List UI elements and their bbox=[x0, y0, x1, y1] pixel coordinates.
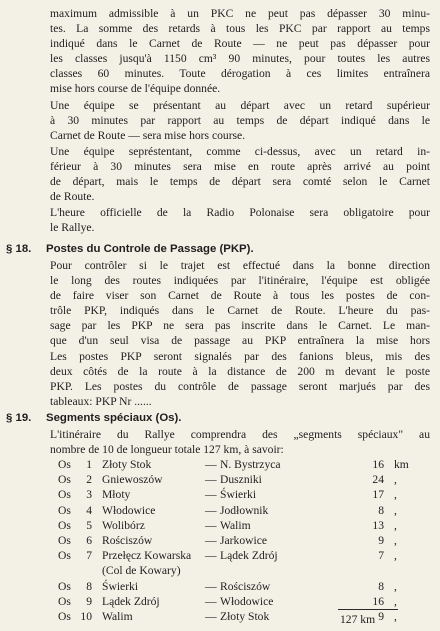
table-row bbox=[58, 518, 428, 533]
section-title: Segments spéciaux (Os). bbox=[46, 412, 182, 424]
table-row bbox=[58, 548, 428, 563]
text-line: tes. La somme des retards à tous les PKC par rapport au temps bbox=[50, 22, 430, 36]
text-line: nombre de 10 de longueur totale 127 km, à savoir: bbox=[50, 443, 284, 457]
segment-prefix: Os bbox=[58, 488, 71, 502]
segment-length: 13 bbox=[372, 518, 384, 532]
text-line: mise hors course de l'équipe donnée. bbox=[50, 82, 221, 96]
segment-length: 24 bbox=[372, 473, 384, 487]
segment-start: Świerki bbox=[102, 579, 139, 593]
section-19-intro bbox=[50, 427, 430, 457]
segment-unit: , bbox=[394, 503, 397, 517]
segment-dash: — bbox=[205, 518, 217, 532]
segment-length: 8 bbox=[378, 503, 384, 517]
segment-unit: km bbox=[394, 458, 409, 471]
segment-number: 9 bbox=[86, 594, 92, 608]
segment-end: Świerki bbox=[220, 488, 257, 502]
text-line: les classes jusqu'à 1150 cm³ 90 minutes, pour toutes les autres bbox=[50, 52, 430, 66]
segment-start: Wolibórz bbox=[102, 518, 145, 532]
segment-end: N. Bystrzyca bbox=[220, 458, 281, 471]
segment-length: 9 bbox=[378, 609, 384, 623]
segment-start: Przełęcz Kowarska bbox=[102, 549, 192, 563]
section-title: Postes du Controle de Passage (PKP). bbox=[46, 243, 254, 255]
text-line: deux côtés de la route à la distance de 200 m devant le poste bbox=[50, 364, 430, 378]
segment-unit: , bbox=[394, 594, 397, 608]
segment-length: 8 bbox=[378, 579, 384, 593]
segment-length: 16 bbox=[372, 594, 384, 608]
total-divider bbox=[338, 609, 398, 610]
segment-number: 7 bbox=[86, 549, 92, 563]
segment-start: Złoty Stok bbox=[102, 458, 152, 471]
segment-unit: , bbox=[394, 579, 397, 593]
segment-prefix: Os bbox=[58, 473, 71, 487]
segment-prefix: Os bbox=[58, 549, 71, 563]
segments-table bbox=[58, 457, 428, 624]
text-line: L'heure officielle de la Radio Polonaise sera obligatoire pour bbox=[50, 206, 430, 219]
segment-start: Lądek Zdrój bbox=[102, 594, 160, 608]
segment-dash: — bbox=[205, 594, 217, 608]
text-line: sage par les PKP ne sera pas inscrite dans le Carnet. Le man- bbox=[50, 319, 430, 333]
segment-number: 1 bbox=[86, 458, 92, 471]
segment-dash: — bbox=[205, 579, 217, 593]
table-row bbox=[58, 472, 428, 487]
segment-dash: — bbox=[205, 609, 217, 623]
segment-prefix: Os bbox=[58, 594, 71, 608]
text-line: trôle PKP, indiqués dans le Carnet de Route. L'heure du pas- bbox=[50, 304, 430, 318]
text-line: tableaux: PKP Nr ...... bbox=[50, 394, 152, 408]
table-row bbox=[58, 579, 428, 594]
text-line: que d'un seul visa de passage au PKP entraînera la mise hors bbox=[50, 334, 430, 348]
table-row bbox=[58, 457, 428, 472]
table-row bbox=[58, 503, 428, 518]
segment-start: (Col de Kowary) bbox=[102, 564, 181, 578]
section-number: § 18. bbox=[6, 243, 32, 255]
text-line: Carnet de Route — sera mise hors course. bbox=[50, 129, 246, 143]
section-19-heading bbox=[6, 411, 426, 426]
segment-start: Gniewoszów bbox=[102, 473, 163, 487]
text-line: de faire viser son Carnet de Route à tous les postes de con- bbox=[50, 289, 430, 303]
text-line: le long des routes indiquées par l'itinéraire, l'équipe est obligée bbox=[50, 274, 430, 288]
text-line: Pour contrôler si le trajet est effectué dans la bonne direction bbox=[50, 259, 430, 272]
section-18-heading bbox=[6, 242, 426, 257]
segment-end: Złoty Stok bbox=[220, 609, 270, 623]
text-line: à 30 minutes par rapport au temps de départ indiqué dans le bbox=[50, 114, 430, 128]
segment-start: Rościszów bbox=[102, 533, 153, 547]
segment-end: Lądek Zdrój bbox=[220, 549, 278, 563]
text-line: férieur à 30 minutes sera mise en route après arrivé au point bbox=[50, 160, 430, 174]
segment-number: 2 bbox=[86, 473, 92, 487]
segment-number: 10 bbox=[80, 609, 92, 623]
segment-prefix: Os bbox=[58, 503, 71, 517]
segments-total: 127 km bbox=[340, 613, 376, 626]
segment-end: Włodowice bbox=[220, 594, 274, 608]
segment-dash: — bbox=[205, 549, 217, 563]
segment-end: Rościszów bbox=[220, 579, 271, 593]
paragraph-pkc-delays bbox=[50, 6, 430, 97]
segment-length: 17 bbox=[372, 488, 384, 502]
segment-end: Jodłownik bbox=[220, 503, 269, 517]
segment-end: Jarkowice bbox=[220, 533, 267, 547]
segment-unit: , bbox=[394, 488, 397, 502]
segment-number: 4 bbox=[86, 503, 92, 517]
segment-dash: — bbox=[205, 473, 217, 487]
paragraph-early-arrival bbox=[50, 144, 430, 204]
segment-start: Walim bbox=[102, 609, 133, 623]
segment-prefix: Os bbox=[58, 458, 71, 471]
table-row bbox=[58, 533, 428, 548]
text-line: Une équipe se présentant au départ avec un retard supérieur bbox=[50, 99, 430, 112]
segment-prefix: Os bbox=[58, 518, 71, 532]
table-row bbox=[58, 594, 428, 609]
segment-end: Duszniki bbox=[220, 473, 262, 487]
text-line: classes 60 minutes. Toute dérogation à ces limites entraînera bbox=[50, 67, 430, 81]
segment-start: Młoty bbox=[102, 488, 131, 502]
segment-unit: , bbox=[394, 549, 397, 563]
segment-dash: — bbox=[205, 458, 217, 471]
text-line: de départ, mais le temps de départ sera comté selon le Carnet bbox=[50, 175, 430, 189]
segment-unit: , bbox=[394, 533, 397, 547]
paragraph-late-departure bbox=[50, 98, 430, 143]
segment-number: 8 bbox=[86, 579, 92, 593]
segment-dash: — bbox=[205, 503, 217, 517]
segment-prefix: Os bbox=[58, 579, 71, 593]
segment-number: 3 bbox=[86, 488, 92, 502]
segment-end: Walim bbox=[220, 518, 251, 532]
text-line: Les postes PKP seront signalés par des fanions bleus, mis des bbox=[50, 349, 430, 363]
section-18-body bbox=[50, 258, 430, 409]
segment-length: 16 bbox=[372, 458, 384, 471]
text-line: Une équipe sepréstentant, comme ci-dessus, avec un retard in- bbox=[50, 145, 430, 158]
text-line: PKP. Les postes du contrôle de passage seront marjués par des bbox=[50, 379, 430, 393]
segment-prefix: Os bbox=[58, 533, 71, 547]
section-number: § 19. bbox=[6, 412, 32, 424]
segment-unit: , bbox=[394, 518, 397, 532]
text-line: indiqué dans le Carnet de Route — ne peut pas dépasser pour bbox=[50, 37, 430, 51]
table-row bbox=[58, 487, 428, 502]
segment-number: 6 bbox=[86, 533, 92, 547]
text-line: maximum admissible à un PKC ne peut pas dépasser 30 minu- bbox=[50, 7, 430, 20]
segment-dash: — bbox=[205, 488, 217, 502]
text-line: de Route. bbox=[50, 190, 95, 204]
segment-dash: — bbox=[205, 533, 217, 547]
table-row bbox=[58, 563, 428, 578]
segment-start: Włodowice bbox=[102, 503, 156, 517]
segment-length: 9 bbox=[378, 533, 384, 547]
text-line: le Rallye. bbox=[50, 221, 95, 235]
segment-number: 5 bbox=[86, 518, 92, 532]
paragraph-official-time bbox=[50, 205, 430, 235]
segment-length: 7 bbox=[378, 549, 384, 563]
text-line: L'itinéraire du Rallye comprendra des „segments spéciaux" au bbox=[50, 428, 430, 441]
segment-unit: , bbox=[394, 473, 397, 487]
segment-unit: , bbox=[394, 609, 397, 623]
segment-prefix: Os bbox=[58, 609, 71, 623]
